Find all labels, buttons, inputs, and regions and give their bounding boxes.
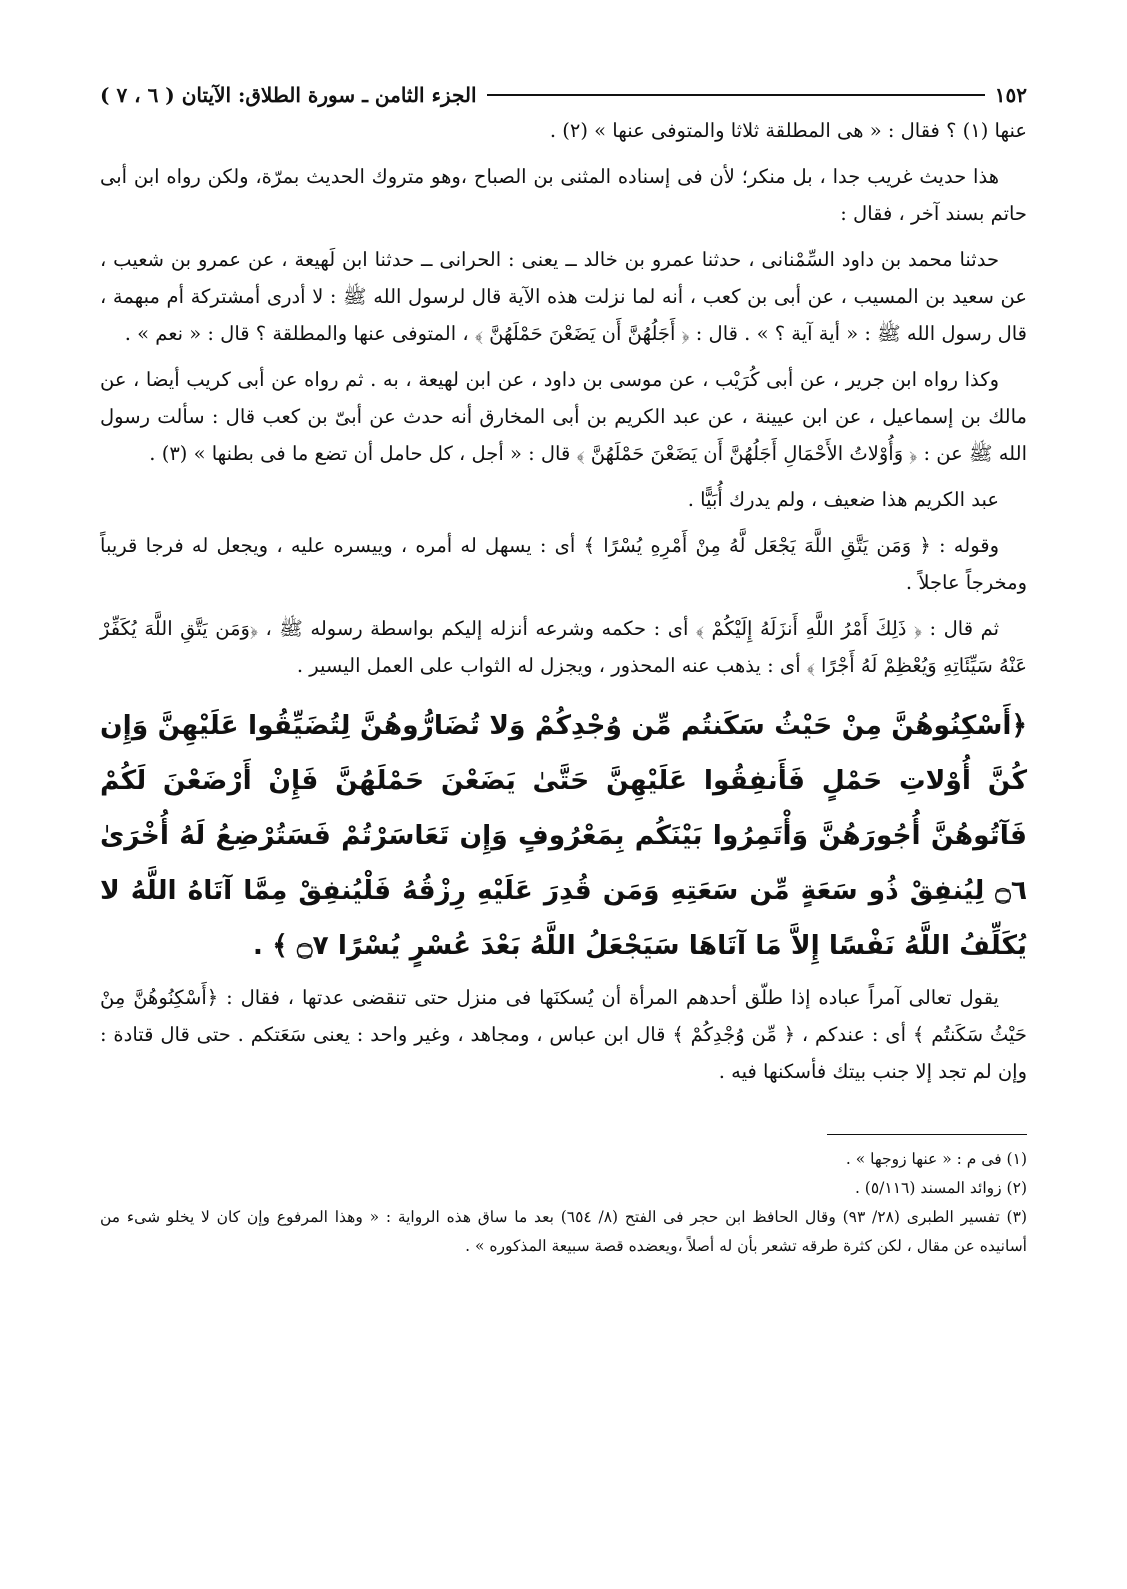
quran-verse-block: ﴿أَسْكِنُوهُنَّ مِنْ حَيْثُ سَكَنتُم مِّن وُجْدِكُمْ وَلا تُضَارُّوهُنَّ لِتُضَيِّقُوا عَلَيْهِنَّ وَإِن كُنَّ أُوْلاتِ حَمْلٍ فَأَنفِقُوا عَلَيْهِنَّ حَتَّىٰ يَضَعْنَ حَمْلَهُنَّ فَإِنْ أَرْضَعْنَ لَكُمْ فَآتُوهُنَّ أُجُورَهُنَّ وَأْتَمِرُوا بَيْنَكُم بِمَعْرُوفٍ وَإِن تَعَاسَرْتُمْ فَسَتُرْضِعُ لَهُ أُخْرَىٰ ۝٦ لِيُنفِقْ ذُو سَعَةٍ مِّن سَعَتِهِ وَمَن قُدِرَ عَلَيْهِ رِزْقُهُ فَلْيُنفِقْ مِمَّا آتَاهُ اللَّهُ لا يُكَلِّفُ اللَّهُ نَفْسًا إِلاَّ مَا آتَاهَا سَيَجْعَلُ اللَّهُ بَعْدَ عُسْرٍ يُسْرًا ۝٧ ﴾ .	[100, 710, 1027, 961]
running-title: الجزء الثامن ـ سورة الطلاق: الآيتان ( ٦ ، ٧ )	[100, 83, 477, 107]
paragraph-tafsir: يقول تعالى آمراً عباده إذا طلّق أحدهم المرأة أن يُسكنَها فى منزل حتى تنقضى عدتها ، فقال : ﴿أَسْكِنُوهُنَّ مِنْ حَيْثُ سَكَنتُم ﴾ أى : عندكم ، ﴿ مِّن وُجْدِكُمْ ﴾ قال ابن عباس ، ومجاهد ، وغير واحد : يعنى سَعَتكم . حتى قال قتادة : وإن لم تجد إلا جنب بيتك فأسكنها فيه .	[100, 986, 1027, 1083]
footnote-3: (٣) تفسير الطبرى (٢٨/ ٩٣) وقال الحافظ ابن حجر فى الفتح (٨/ ٦٥٤) بعد ما ساق هذه الرواية : « وهذا المرفوع وإن كان لا يخلو شىء من أسانيده عن مقال ، لكن كثرة طرقه تشعر بأن له أصلاً ،ويعضده قصة سبيعة المذكوره » .	[100, 1208, 1027, 1255]
paragraph-abdulkarim: عبد الكريم هذا ضعيف ، ولم يدرك أُبَيًّا .	[687, 488, 999, 511]
page-header	[100, 78, 1027, 112]
paragraph-isnad: حدثنا محمد بن داود السِّمْنانى ، حدثنا عمرو بن خالد ــ يعنى : الحرانى ــ حدثنا ابن لَهيعة ، عن عمرو بن شعيب ، عن سعيد بن المسيب ، عن أبى بن كعب ، أنه لما نزلت هذه الآية قال لرسول الله ﷺ : لا أدرى أمشتركة أم مبهمة ، قال رسول الله ﷺ : « أية آية ؟ » . قال : ﴿ أَجَلُهُنَّ أَن يَضَعْنَ حَمْلَهُنَّ ﴾ ، المتوفى عنها والمطلقة ؟ قال : « نعم » .	[100, 248, 1027, 345]
footnote-1: (١) فى م : « عنها زوجها » .	[845, 1150, 1027, 1168]
paragraph-ibn-jarir: وكذا رواه ابن جرير ، عن أبى كُرَيْب ، عن موسى بن داود ، عن ابن لهيعة ، به . ثم رواه عن أبى كريب أيضا ، عن مالك بن إسماعيل ، عن ابن عيينة ، عن عبد الكريم بن أبى المخارق أنه حدث عن أبىّ بن كعب قال : سألت رسول الله ﷺ عن : ﴿ وَأُوْلاتُ الأَحْمَالِ أَجَلُهُنَّ أَن يَضَعْنَ حَمْلَهُنَّ ﴾ قال : « أجل ، كل حامل أن تضع ما فى بطنها » (٣) .	[100, 368, 1027, 465]
paragraph-hadith-grading: هذا حديث غريب جدا ، بل منكر؛ لأن فى إسناده المثنى بن الصباح ،وهو متروك الحديث بمرّة، ولكن رواه ابن أبى حاتم بسند آخر ، فقال :	[100, 165, 1027, 225]
paragraph-taqwa: وقوله : ﴿ وَمَن يَتَّقِ اللَّهَ يَجْعَل لَّهُ مِنْ أَمْرِهِ يُسْرًا ﴾ أى : يسهل له أمره ، وييسره عليه ، ويجعل له فرجا قريباً ومخرجاً عاجلاً .	[100, 534, 1027, 594]
footnote-2: (٢) زوائد المسند (٥/١١٦) .	[854, 1179, 1027, 1197]
paragraph-continuation: عنها (١) ؟ فقال : « هى المطلقة ثلاثا والمتوفى عنها » (٢) .	[549, 119, 1027, 142]
header-rule	[487, 94, 985, 96]
paragraph-amr-allah: ثم قال : ﴿ ذَلِكَ أَمْرُ اللَّهِ أَنزَلَهُ إِلَيْكُمْ ﴾ أى : حكمه وشرعه أنزله إليكم بواسطة رسوله ﷺ ، ﴿وَمَن يَتَّقِ اللَّهَ يُكَفِّرْ عَنْهُ سَيِّئَاتِهِ وَيُعْظِمْ لَهُ أَجْرًا ﴾ أى : يذهب عنه المحذور ، ويجزل له الثواب على العمل اليسير .	[100, 617, 1027, 677]
footnote-divider	[827, 1134, 1027, 1135]
page-number: ١٥٢	[994, 83, 1027, 107]
